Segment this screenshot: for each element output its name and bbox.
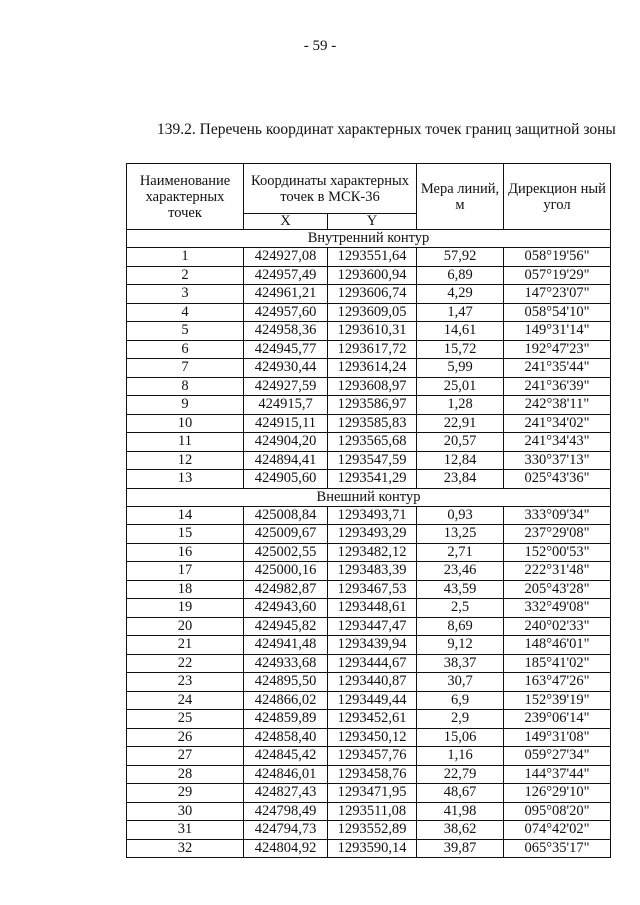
direction-angle-cell: 242°38'11"	[504, 396, 611, 415]
line-measure-cell: 2,5	[417, 599, 504, 618]
coord-x-cell: 424845,42	[244, 747, 328, 766]
table-row	[127, 617, 611, 636]
table-row	[127, 747, 611, 766]
coord-x-cell: 424927,08	[244, 248, 328, 267]
section-title: Внутренний контур	[127, 230, 611, 248]
table-row	[127, 673, 611, 692]
point-number-cell: 4	[127, 303, 244, 322]
coord-x-cell: 424915,11	[244, 414, 328, 433]
point-number-cell: 7	[127, 359, 244, 378]
point-number-cell: 10	[127, 414, 244, 433]
coord-y-cell: 1293511,08	[328, 802, 417, 821]
table-row	[127, 654, 611, 673]
line-measure-cell: 25,01	[417, 377, 504, 396]
point-number-cell: 1	[127, 248, 244, 267]
direction-angle-cell: 058°54'10"	[504, 303, 611, 322]
table-row	[127, 636, 611, 655]
direction-angle-cell: 074°42'02"	[504, 821, 611, 840]
point-number-cell: 14	[127, 506, 244, 525]
coord-y-cell: 1293614,24	[328, 359, 417, 378]
line-measure-cell: 23,84	[417, 470, 504, 489]
coord-y-cell: 1293586,97	[328, 396, 417, 415]
point-number-cell: 27	[127, 747, 244, 766]
coord-x-cell: 424846,01	[244, 765, 328, 784]
coord-y-cell: 1293448,61	[328, 599, 417, 618]
coord-x-cell: 424943,60	[244, 599, 328, 618]
line-measure-cell: 13,25	[417, 525, 504, 544]
coord-x-cell: 424933,68	[244, 654, 328, 673]
table-row	[127, 377, 611, 396]
table-row	[127, 396, 611, 415]
point-number-cell: 9	[127, 396, 244, 415]
point-number-cell: 17	[127, 562, 244, 581]
point-number-cell: 18	[127, 580, 244, 599]
direction-angle-cell: 330°37'13"	[504, 451, 611, 470]
direction-angle-cell: 222°31'48"	[504, 562, 611, 581]
direction-angle-cell: 025°43'36"	[504, 470, 611, 489]
line-measure-cell: 2,9	[417, 710, 504, 729]
coord-x-cell: 424957,49	[244, 266, 328, 285]
line-measure-cell: 12,84	[417, 451, 504, 470]
line-measure-cell: 38,37	[417, 654, 504, 673]
direction-angle-cell: 152°00'53"	[504, 543, 611, 562]
point-number-cell: 26	[127, 728, 244, 747]
direction-angle-cell: 149°31'08"	[504, 728, 611, 747]
coord-x-cell: 424858,40	[244, 728, 328, 747]
line-measure-cell: 6,89	[417, 266, 504, 285]
coord-y-cell: 1293444,67	[328, 654, 417, 673]
table-row	[127, 433, 611, 452]
point-number-cell: 32	[127, 839, 244, 858]
table-row	[127, 839, 611, 858]
table-row	[127, 506, 611, 525]
coord-y-cell: 1293552,89	[328, 821, 417, 840]
line-measure-cell: 43,59	[417, 580, 504, 599]
coord-y-cell: 1293609,05	[328, 303, 417, 322]
coord-y-cell: 1293541,29	[328, 470, 417, 489]
table-row	[127, 451, 611, 470]
point-number-cell: 19	[127, 599, 244, 618]
table-row	[127, 248, 611, 267]
point-number-cell: 22	[127, 654, 244, 673]
table-row	[127, 303, 611, 322]
coord-x-cell: 424982,87	[244, 580, 328, 599]
coord-y-cell: 1293493,71	[328, 506, 417, 525]
coord-x-cell: 424941,48	[244, 636, 328, 655]
direction-angle-cell: 241°34'02"	[504, 414, 611, 433]
table-row	[127, 728, 611, 747]
table-row	[127, 765, 611, 784]
coord-y-cell: 1293610,31	[328, 322, 417, 341]
line-measure-cell: 6,9	[417, 691, 504, 710]
coord-x-cell: 424915,7	[244, 396, 328, 415]
direction-angle-cell: 205°43'28"	[504, 580, 611, 599]
coord-x-cell: 424894,41	[244, 451, 328, 470]
point-number-cell: 28	[127, 765, 244, 784]
header-point-name: Наименование характерных точек	[127, 164, 244, 230]
line-measure-cell: 57,92	[417, 248, 504, 267]
coord-x-cell: 424961,21	[244, 285, 328, 304]
coord-y-cell: 1293606,74	[328, 285, 417, 304]
page-number: - 59 -	[303, 38, 337, 54]
direction-angle-cell: 237°29'08"	[504, 525, 611, 544]
direction-angle-cell: 241°34'43"	[504, 433, 611, 452]
point-number-cell: 31	[127, 821, 244, 840]
coord-y-cell: 1293585,83	[328, 414, 417, 433]
point-number-cell: 23	[127, 673, 244, 692]
line-measure-cell: 30,7	[417, 673, 504, 692]
direction-angle-cell: 057°19'29"	[504, 266, 611, 285]
table-row	[127, 470, 611, 489]
direction-angle-cell: 333°09'34"	[504, 506, 611, 525]
coord-y-cell: 1293608,97	[328, 377, 417, 396]
direction-angle-cell: 240°02'33"	[504, 617, 611, 636]
direction-angle-cell: 332°49'08"	[504, 599, 611, 618]
point-number-cell: 25	[127, 710, 244, 729]
coord-x-cell: 424958,36	[244, 322, 328, 341]
line-measure-cell: 1,47	[417, 303, 504, 322]
point-number-cell: 6	[127, 340, 244, 359]
coord-x-cell: 424895,50	[244, 673, 328, 692]
header-y: Y	[328, 214, 417, 230]
coord-y-cell: 1293551,64	[328, 248, 417, 267]
coord-x-cell: 425002,55	[244, 543, 328, 562]
point-number-cell: 3	[127, 285, 244, 304]
table-row	[127, 802, 611, 821]
point-number-cell: 12	[127, 451, 244, 470]
table-row	[127, 710, 611, 729]
direction-angle-cell: 126°29'10"	[504, 784, 611, 803]
table-header	[127, 164, 611, 230]
coord-x-cell: 424804,92	[244, 839, 328, 858]
table-body	[127, 230, 611, 858]
page-heading: 139.2. Перечень координат характерных точек границ защитной зоны	[157, 121, 616, 138]
line-measure-cell: 9,12	[417, 636, 504, 655]
line-measure-cell: 15,06	[417, 728, 504, 747]
section-row	[127, 488, 611, 506]
point-number-cell: 30	[127, 802, 244, 821]
coord-x-cell: 424859,89	[244, 710, 328, 729]
table-row	[127, 562, 611, 581]
line-measure-cell: 5,99	[417, 359, 504, 378]
coord-y-cell: 1293565,68	[328, 433, 417, 452]
point-number-cell: 15	[127, 525, 244, 544]
coord-y-cell: 1293449,44	[328, 691, 417, 710]
coord-x-cell: 424866,02	[244, 691, 328, 710]
coord-y-cell: 1293439,94	[328, 636, 417, 655]
coord-x-cell: 424930,44	[244, 359, 328, 378]
line-measure-cell: 38,62	[417, 821, 504, 840]
coord-y-cell: 1293471,95	[328, 784, 417, 803]
point-number-cell: 13	[127, 470, 244, 489]
coord-y-cell: 1293440,87	[328, 673, 417, 692]
coord-x-cell: 425009,67	[244, 525, 328, 544]
direction-angle-cell: 149°31'14"	[504, 322, 611, 341]
table-row	[127, 322, 611, 341]
line-measure-cell: 23,46	[417, 562, 504, 581]
coord-x-cell: 424794,73	[244, 821, 328, 840]
direction-angle-cell: 147°23'07"	[504, 285, 611, 304]
table-row	[127, 525, 611, 544]
table-row	[127, 784, 611, 803]
coord-y-cell: 1293482,12	[328, 543, 417, 562]
direction-angle-cell: 241°36'39"	[504, 377, 611, 396]
coord-y-cell: 1293458,76	[328, 765, 417, 784]
table-row	[127, 359, 611, 378]
coord-y-cell: 1293457,76	[328, 747, 417, 766]
coord-x-cell: 424827,43	[244, 784, 328, 803]
point-number-cell: 21	[127, 636, 244, 655]
coord-y-cell: 1293467,53	[328, 580, 417, 599]
point-number-cell: 29	[127, 784, 244, 803]
header-direction-angle: Дирекцион ный угол	[504, 164, 611, 230]
table-row	[127, 599, 611, 618]
line-measure-cell: 22,91	[417, 414, 504, 433]
direction-angle-cell: 148°46'01"	[504, 636, 611, 655]
table-row	[127, 266, 611, 285]
coord-x-cell: 424945,77	[244, 340, 328, 359]
direction-angle-cell: 152°39'19"	[504, 691, 611, 710]
table-row	[127, 580, 611, 599]
coord-x-cell: 424927,59	[244, 377, 328, 396]
point-number-cell: 5	[127, 322, 244, 341]
line-measure-cell: 1,28	[417, 396, 504, 415]
table-row	[127, 691, 611, 710]
direction-angle-cell: 144°37'44"	[504, 765, 611, 784]
coord-x-cell: 424798,49	[244, 802, 328, 821]
coord-x-cell: 424945,82	[244, 617, 328, 636]
direction-angle-cell: 241°35'44"	[504, 359, 611, 378]
coord-y-cell: 1293452,61	[328, 710, 417, 729]
line-measure-cell: 2,71	[417, 543, 504, 562]
coord-y-cell: 1293617,72	[328, 340, 417, 359]
line-measure-cell: 20,57	[417, 433, 504, 452]
coord-x-cell: 425000,16	[244, 562, 328, 581]
direction-angle-cell: 065°35'17"	[504, 839, 611, 858]
point-number-cell: 11	[127, 433, 244, 452]
coord-y-cell: 1293600,94	[328, 266, 417, 285]
coord-y-cell: 1293493,29	[328, 525, 417, 544]
coord-y-cell: 1293483,39	[328, 562, 417, 581]
direction-angle-cell: 059°27'34"	[504, 747, 611, 766]
line-measure-cell: 15,72	[417, 340, 504, 359]
direction-angle-cell: 163°47'26"	[504, 673, 611, 692]
direction-angle-cell: 239°06'14"	[504, 710, 611, 729]
line-measure-cell: 0,93	[417, 506, 504, 525]
line-measure-cell: 41,98	[417, 802, 504, 821]
table-row	[127, 543, 611, 562]
line-measure-cell: 39,87	[417, 839, 504, 858]
coord-x-cell: 425008,84	[244, 506, 328, 525]
section-title: Внешний контур	[127, 488, 611, 506]
table-row	[127, 285, 611, 304]
coord-x-cell: 424957,60	[244, 303, 328, 322]
direction-angle-cell: 095°08'20"	[504, 802, 611, 821]
point-number-cell: 24	[127, 691, 244, 710]
coordinates-table	[126, 163, 611, 858]
coord-y-cell: 1293447,47	[328, 617, 417, 636]
coord-x-cell: 424905,60	[244, 470, 328, 489]
section-row	[127, 230, 611, 248]
line-measure-cell: 4,29	[417, 285, 504, 304]
header-line-measure: Мера линий, м	[417, 164, 504, 230]
coord-y-cell: 1293450,12	[328, 728, 417, 747]
point-number-cell: 8	[127, 377, 244, 396]
table-row	[127, 414, 611, 433]
point-number-cell: 2	[127, 266, 244, 285]
point-number-cell: 16	[127, 543, 244, 562]
coord-x-cell: 424904,20	[244, 433, 328, 452]
table-row	[127, 340, 611, 359]
line-measure-cell: 1,16	[417, 747, 504, 766]
line-measure-cell: 48,67	[417, 784, 504, 803]
line-measure-cell: 8,69	[417, 617, 504, 636]
point-number-cell: 20	[127, 617, 244, 636]
direction-angle-cell: 185°41'02"	[504, 654, 611, 673]
direction-angle-cell: 192°47'23"	[504, 340, 611, 359]
header-coordinates: Координаты характерных точек в МСК-36	[244, 164, 417, 214]
direction-angle-cell: 058°19'56"	[504, 248, 611, 267]
coord-y-cell: 1293547,59	[328, 451, 417, 470]
line-measure-cell: 22,79	[417, 765, 504, 784]
table-row	[127, 821, 611, 840]
coord-y-cell: 1293590,14	[328, 839, 417, 858]
header-x: X	[244, 214, 328, 230]
line-measure-cell: 14,61	[417, 322, 504, 341]
